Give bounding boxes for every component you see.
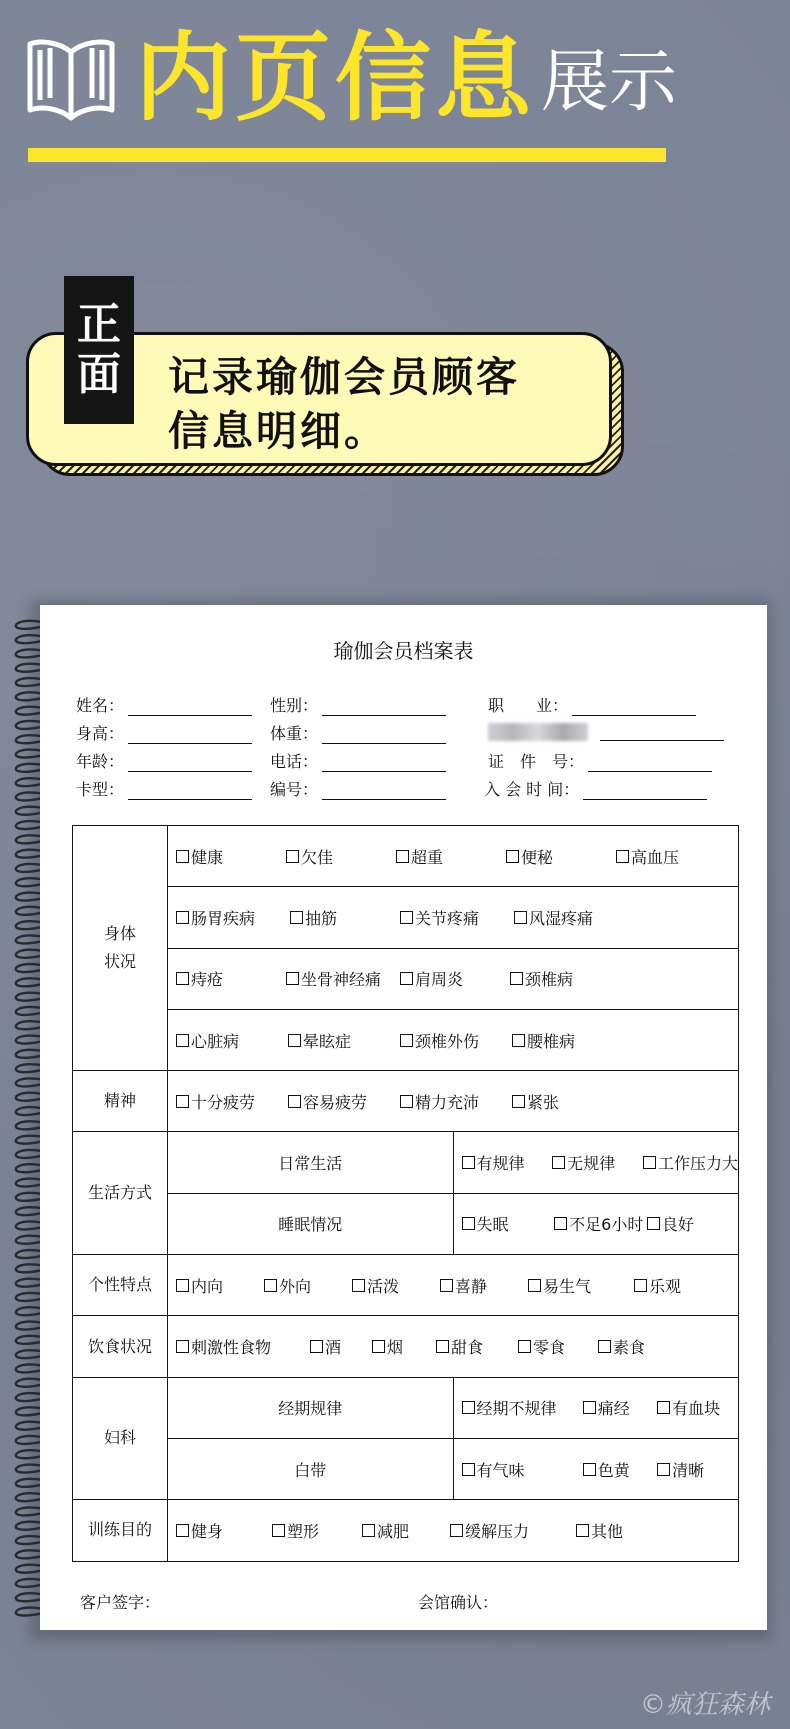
goal-label-cell [73,1500,168,1561]
heading-rest: 展示 [541,43,678,122]
checkbox-option[interactable] [372,1335,436,1358]
checkbox[interactable] [528,1279,541,1292]
spirit-label: 精神 [103,1091,136,1111]
options-cell [168,887,739,948]
daily-life-cell [168,1132,454,1193]
checkbox[interactable] [647,1217,660,1230]
checkbox-option[interactable] [462,1396,583,1419]
checkbox-option[interactable] [288,1029,400,1052]
checkbox-option[interactable] [512,1090,622,1113]
checkbox-label: 外向 [279,1276,312,1296]
checkbox-label: 无规律 [567,1154,616,1174]
checkbox-option[interactable] [310,1335,372,1358]
checkbox-option[interactable] [362,1519,450,1542]
checkbox-label: 晕眩症 [303,1031,352,1051]
page-heading [135,18,678,134]
checkbox[interactable] [634,1279,647,1292]
checkbox-option[interactable] [272,1519,362,1542]
form-title: 瑜伽会员档案表 [333,639,474,663]
join-time-label: 入 会 时 间： [484,780,580,799]
checkbox-option[interactable] [657,1396,738,1419]
blurred-field[interactable] [488,721,724,741]
checkbox[interactable] [176,972,189,985]
options-cell [168,948,739,1009]
form-sheet [40,605,767,1630]
checkbox-option[interactable] [552,1151,643,1174]
checkbox-option[interactable] [518,1335,598,1358]
gender-label: 性别： [270,696,319,715]
options-cell [453,1438,739,1499]
checkbox[interactable] [514,911,527,924]
checkbox-label: 颈椎外伤 [415,1031,480,1051]
checkbox-label: 便秘 [521,847,554,867]
diet-label-cell [73,1316,168,1377]
checkbox-group [454,1132,739,1192]
checkbox-option[interactable] [462,1151,553,1174]
checkbox-label: 失眠 [476,1215,509,1235]
checkbox[interactable] [176,911,189,924]
options-cell [168,1316,739,1377]
phone-label: 电话： [270,752,319,771]
checkbox-label: 肠胃疾病 [191,908,256,928]
name-field[interactable] [76,693,252,716]
checkbox[interactable] [598,1340,611,1353]
bubble-text-line-1: 记录瑜伽会员顾客 [168,353,520,401]
checkbox-group [168,1500,738,1560]
checkbox-group [168,826,738,886]
checkbox-label: 清晰 [672,1460,705,1480]
checkbox-option[interactable] [400,967,510,990]
options-cell [453,1132,739,1193]
checkbox[interactable] [462,1463,475,1476]
card-type-field[interactable] [76,777,252,800]
checkbox-label: 烟 [387,1338,404,1358]
height-field[interactable] [76,721,252,744]
checkbox[interactable] [288,1034,301,1047]
checkbox[interactable] [518,1340,531,1353]
checkbox-label: 超重 [411,847,444,867]
checkbox-label: 零食 [533,1338,566,1358]
checkbox-option[interactable] [647,1212,738,1235]
checkbox-option[interactable] [396,845,506,868]
checkbox-option[interactable] [176,967,286,990]
checkbox-option[interactable] [512,1029,622,1052]
checkbox-group [168,949,738,1009]
checkbox-label: 良好 [661,1215,694,1235]
checkbox-label: 十分疲劳 [191,1092,256,1112]
checkbox[interactable] [400,972,413,985]
checkbox-label: 喜静 [455,1276,488,1296]
table-row [73,1500,739,1561]
card-type-line[interactable] [128,780,252,800]
period-cell [168,1377,454,1438]
checkbox-label: 腰椎病 [527,1031,576,1051]
club-confirmation[interactable]: 会馆确认： [418,1593,499,1612]
phone-line[interactable] [322,752,446,772]
checkbox[interactable] [657,1463,670,1476]
gyn-label: 妇科 [103,1428,136,1448]
checkbox[interactable] [657,1401,670,1414]
age-label: 年龄： [76,752,125,771]
card-type-label: 卡型： [76,780,125,799]
checkbox-label: 风湿疼痛 [529,908,594,928]
checkbox-label: 健康 [191,847,224,867]
id-field[interactable] [488,749,712,772]
health-table [72,825,739,1562]
checkbox-label: 健身 [191,1521,224,1541]
checkbox[interactable] [290,911,303,924]
checkbox-label: 有气味 [476,1460,525,1480]
watermark: ©疯狂森林 [639,1690,770,1720]
checkbox[interactable] [506,850,519,863]
checkbox-option[interactable] [288,1090,400,1113]
checkbox[interactable] [576,1524,589,1537]
checkbox[interactable] [352,1279,365,1292]
name-label: 姓名： [76,696,125,715]
checkbox[interactable] [643,1156,656,1169]
checkbox-label: 素食 [613,1338,646,1358]
checkbox-label: 活泼 [367,1276,400,1296]
id-line[interactable] [588,752,712,772]
checkbox[interactable] [554,1217,567,1230]
checkbox[interactable] [512,1095,525,1108]
phone-field[interactable] [270,749,446,772]
table-row [73,1255,739,1316]
sleep-cell [168,1193,454,1254]
name-line[interactable] [128,696,252,716]
checkbox[interactable] [272,1524,285,1537]
checkbox-option[interactable] [510,967,620,990]
table-row [73,887,739,948]
checkbox-group [454,1194,739,1254]
checkbox-label: 不足6小时 [569,1215,644,1235]
front-tag [64,276,134,424]
checkbox[interactable] [552,1156,565,1169]
checkbox-label: 欠佳 [301,847,334,867]
blurred-label [488,723,588,741]
checkbox[interactable] [440,1279,453,1292]
table-row [73,1193,739,1254]
table-row [73,948,739,1009]
checkbox[interactable] [400,1034,413,1047]
checkbox-label: 心脏病 [191,1031,240,1051]
checkbox-option[interactable] [657,1458,738,1481]
checkbox-label: 关节疼痛 [415,908,480,928]
checkbox-label: 肩周炎 [415,970,464,990]
checkbox[interactable] [310,1340,323,1353]
discharge-cell [168,1438,454,1499]
checkbox-group [168,1316,738,1376]
checkbox[interactable] [372,1340,385,1353]
body-label: 身体状况 [103,924,136,972]
period-label: 经期规律 [278,1399,343,1419]
checkbox[interactable] [176,1340,189,1353]
checkbox-label: 颈椎病 [525,970,574,990]
checkbox[interactable] [176,1095,189,1108]
checkbox-option[interactable] [514,906,624,929]
checkbox-option[interactable] [583,1458,657,1481]
checkbox-group [168,1071,738,1131]
checkbox-option[interactable] [400,906,514,929]
checkbox[interactable] [583,1401,596,1414]
checkbox-option[interactable] [264,1274,352,1297]
discharge-label: 白带 [294,1460,327,1480]
checkbox-option[interactable] [176,1274,264,1297]
open-book-icon [26,32,116,122]
job-label: 职 业： [488,696,569,715]
checkbox[interactable] [176,1524,189,1537]
blurred-line[interactable] [600,721,724,741]
checkbox-label: 抽筋 [305,908,338,928]
checkbox[interactable] [400,911,413,924]
checkbox-label: 减肥 [377,1521,410,1541]
join-time-field[interactable] [484,777,707,800]
options-cell [168,1255,739,1316]
table-row [73,1071,739,1132]
number-field[interactable] [270,777,446,800]
checkbox-option[interactable] [598,1335,678,1358]
table-row [73,1438,739,1499]
checkbox[interactable] [176,850,189,863]
checkbox-option[interactable] [436,1335,518,1358]
personality-label-cell [73,1255,168,1316]
checkbox-label: 紧张 [527,1092,560,1112]
checkbox-label: 其他 [591,1521,624,1541]
gyn-label-cell [73,1377,168,1500]
checkbox-label: 坐骨神经痛 [301,970,382,990]
checkbox[interactable] [512,1034,525,1047]
checkbox-option[interactable] [176,1029,288,1052]
field-row [76,693,736,719]
checkbox[interactable] [616,850,629,863]
heading-highlight: 内页信息 [135,22,535,134]
join-time-line[interactable] [583,780,707,800]
sleep-label: 睡眠情况 [278,1215,343,1235]
table-row [73,1316,739,1377]
personality-label: 个性特点 [87,1275,152,1295]
checkbox-label: 高血压 [631,847,680,867]
bubble-text-line-2: 信息明细。 [168,407,388,455]
checkbox-option[interactable] [554,1212,647,1235]
checkbox-option[interactable] [176,1090,288,1113]
checkbox-option[interactable] [400,1090,512,1113]
job-field[interactable] [488,693,696,716]
checkbox-option[interactable] [462,1458,583,1481]
checkbox-option[interactable] [176,1335,310,1358]
checkbox-option[interactable] [400,1029,512,1052]
checkbox[interactable] [462,1156,475,1169]
checkbox-label: 有规律 [476,1154,525,1174]
bubble-text [168,350,608,458]
checkbox[interactable] [286,972,299,985]
checkbox-label: 易生气 [543,1276,592,1296]
table-row [73,1132,739,1193]
checkbox[interactable] [400,1095,413,1108]
id-label: 证 件 号： [488,752,585,771]
checkbox[interactable] [264,1279,277,1292]
spirit-label-cell [73,1071,168,1132]
checkbox-label: 乐观 [649,1276,682,1296]
checkbox-label: 刺激性食物 [191,1338,272,1358]
checkbox-label: 容易疲劳 [303,1092,368,1112]
checkbox-group [454,1378,739,1438]
checkbox-option[interactable] [462,1212,555,1235]
options-cell [453,1193,739,1254]
table-row [73,1009,739,1070]
diet-label: 饮食状况 [87,1336,152,1356]
checkbox-label: 痔疮 [191,970,224,990]
checkbox-option[interactable] [576,1519,666,1542]
checkbox-group [168,1010,738,1070]
checkbox-label: 甜食 [451,1338,484,1358]
goal-label: 训练目的 [87,1520,152,1540]
checkbox-label: 工作压力大 [657,1154,738,1174]
checkbox-option[interactable] [506,845,616,868]
checkbox-option[interactable] [643,1151,738,1174]
gender-field[interactable] [270,693,446,716]
front-tag-char-2: 面 [77,349,121,400]
table-row [73,1377,739,1438]
checkbox-option[interactable] [286,845,396,868]
checkbox-label: 精力充沛 [415,1092,480,1112]
checkbox[interactable] [176,1279,189,1292]
checkbox-option[interactable] [176,1519,272,1542]
job-line[interactable] [572,696,696,716]
age-field[interactable] [76,749,252,772]
checkbox-option[interactable] [583,1396,657,1419]
heading-underline [28,148,666,162]
weight-field[interactable] [270,721,446,744]
checkbox-option[interactable] [440,1274,528,1297]
checkbox-label: 经期不规律 [476,1399,557,1419]
checkbox-label: 色黄 [597,1460,630,1480]
field-row [76,749,736,775]
options-cell [168,1500,739,1561]
customer-signature[interactable]: 客户签字： [80,1593,161,1612]
lifestyle-label: 生活方式 [87,1183,152,1203]
checkbox-option[interactable] [176,906,290,929]
checkbox-label: 内向 [191,1276,224,1296]
options-cell [168,1009,739,1070]
height-label: 身高： [76,724,125,743]
body-label-cell [73,826,168,1071]
daily-life-label: 日常生活 [278,1154,343,1174]
checkbox[interactable] [176,1034,189,1047]
checkbox[interactable] [396,850,409,863]
weight-label: 体重： [270,724,319,743]
checkbox[interactable] [286,850,299,863]
front-tag-char-1: 正 [77,299,121,350]
options-cell [168,1071,739,1132]
checkbox-option[interactable] [352,1274,440,1297]
checkbox-option[interactable] [290,906,400,929]
field-row [76,777,736,803]
height-line[interactable] [128,724,252,744]
checkbox-label: 缓解压力 [465,1521,530,1541]
checkbox[interactable] [436,1340,449,1353]
checkbox-label: 痛经 [597,1399,630,1419]
checkbox-option[interactable] [616,845,726,868]
options-cell [168,826,739,887]
checkbox-group [454,1439,739,1499]
checkbox[interactable] [450,1524,463,1537]
checkbox[interactable] [462,1401,475,1414]
checkbox-group [168,1255,738,1315]
gender-line[interactable] [322,696,446,716]
table-row [73,826,739,887]
checkbox-option[interactable] [450,1519,576,1542]
checkbox-label: 塑形 [287,1521,320,1541]
weight-line[interactable] [322,724,446,744]
checkbox-label: 有血块 [672,1399,721,1419]
checkbox[interactable] [583,1463,596,1476]
age-line[interactable] [128,752,252,772]
checkbox-option[interactable] [528,1274,634,1297]
checkbox-option[interactable] [286,967,400,990]
checkbox[interactable] [510,972,523,985]
checkbox[interactable] [462,1217,475,1230]
checkbox-option[interactable] [634,1274,714,1297]
number-label: 编号： [270,780,319,799]
checkbox[interactable] [362,1524,375,1537]
checkbox-label: 酒 [325,1338,342,1358]
field-row [76,721,736,747]
checkbox-option[interactable] [176,845,286,868]
lifestyle-label-cell [73,1132,168,1255]
checkbox-group [168,887,738,947]
number-line[interactable] [322,780,446,800]
checkbox[interactable] [288,1095,301,1108]
options-cell [453,1377,739,1438]
